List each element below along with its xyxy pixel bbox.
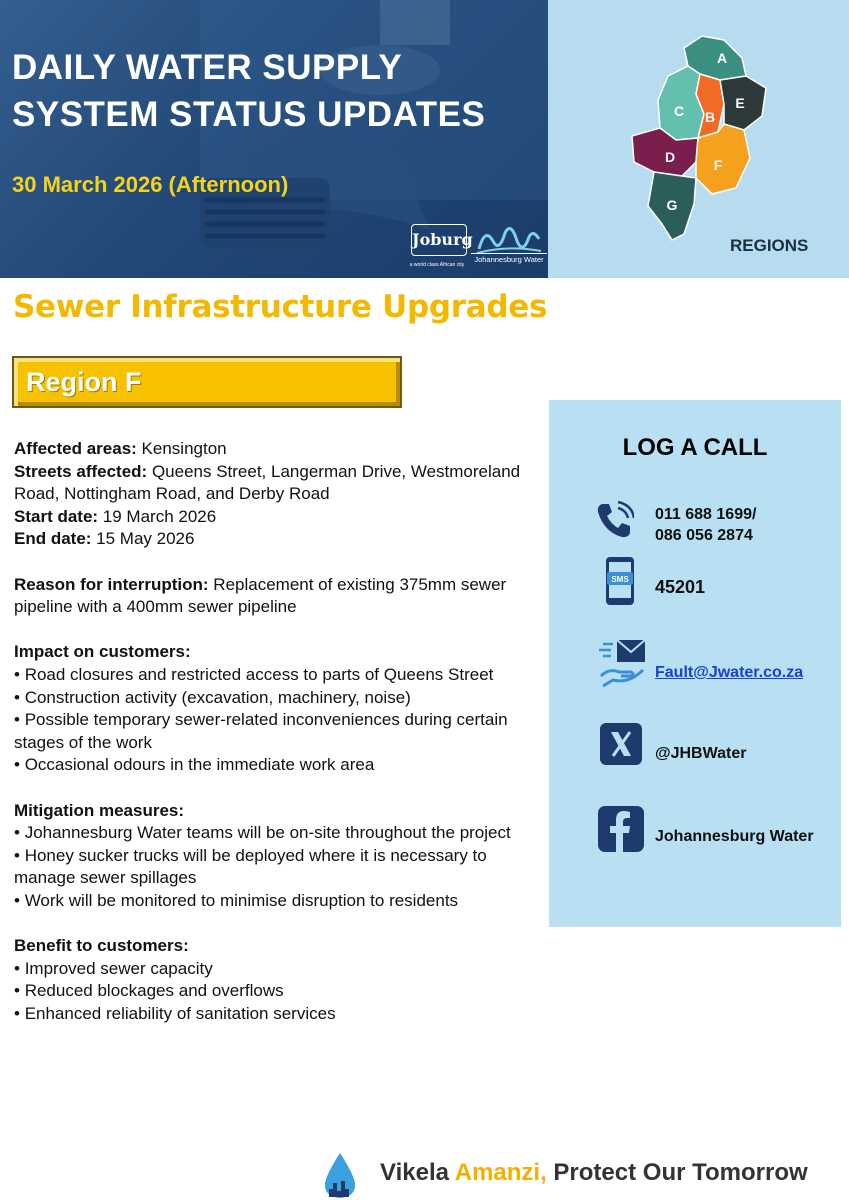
list-item: • Improved sewer capacity (14, 958, 534, 981)
list-item: • Work will be monitored to minimise disruption to residents (14, 890, 534, 913)
list-item: • Occasional odours in the immediate work area (14, 754, 534, 777)
list-item: • Road closures and restricted access to parts of Queens Street (14, 664, 534, 687)
footer-slogan (320, 1150, 845, 1196)
sms-icon (605, 556, 635, 606)
x-handle[interactable]: @JHBWater (655, 745, 747, 762)
mitigation-heading (14, 800, 534, 823)
slogan-part-3: Protect Our Tomorrow (546, 1159, 808, 1186)
impact-list (14, 664, 534, 777)
list-item: • Enhanced reliability of sanitation services (14, 1003, 534, 1026)
streets-value: Queens Street, Langerman Drive, Westmoreland Road, Nottingham Road, and Derby Road (14, 461, 521, 504)
phone-number-2[interactable]: 086 056 2874 (655, 527, 753, 544)
update-date: 30 March 2026 (Afternoon) (12, 172, 289, 197)
map-label-e: E (735, 95, 745, 111)
start-date (14, 506, 534, 529)
log-a-call-title: LOG A CALL (622, 434, 768, 461)
map-label-d: D (664, 149, 676, 165)
page-title (12, 44, 485, 138)
affected-areas (14, 438, 534, 461)
email-address[interactable] (655, 662, 803, 683)
impact-heading (14, 641, 534, 664)
tap-photo-panel (0, 0, 548, 278)
list-item: • Johannesburg Water teams will be on-site throughout the project (14, 822, 534, 845)
map-label-f: F (713, 157, 723, 173)
regions-map-graphic (624, 28, 774, 243)
facebook-icon (598, 806, 644, 852)
water-drop-icon (323, 1153, 357, 1199)
benefit-list (14, 958, 534, 1026)
end-date-label: End date: (14, 529, 92, 549)
region-label: Region F (26, 367, 142, 397)
reason-label: Reason for interruption: (14, 574, 209, 594)
log-a-call-panel (549, 400, 841, 927)
map-label-c: C (673, 103, 685, 119)
map-label-a: A (716, 50, 728, 66)
impact-label: Impact on customers: (14, 642, 191, 662)
johannesburg-water-logo-text: Johannesburg Water (471, 253, 547, 264)
end-date-value: 15 May 2026 (91, 529, 195, 549)
streets-affected (14, 461, 534, 506)
phone-numbers[interactable] (655, 504, 756, 546)
slogan-text (380, 1159, 808, 1187)
list-item: • Construction activity (excavation, machinery, noise) (14, 687, 534, 710)
section-title: Sewer Infrastructure Upgrades (13, 289, 548, 325)
sms-number[interactable]: 45201 (655, 577, 706, 597)
affected-areas-value: Kensington (136, 439, 227, 458)
reason (14, 574, 534, 619)
phone-icon (594, 500, 634, 540)
header-banner (0, 0, 849, 278)
map-label-b: B (704, 109, 716, 125)
title-line-1: DAILY WATER SUPPLY (12, 48, 403, 87)
mitigation-list (14, 822, 534, 912)
end-date (14, 528, 534, 551)
start-date-label: Start date: (14, 506, 99, 526)
email-icon (599, 638, 647, 690)
joburg-logo: Joburg (411, 224, 467, 256)
reason-value: Replacement of existing 375mm sewer pipeline with a 400mm sewer pipeline (14, 574, 507, 617)
streets-label: Streets affected: (14, 461, 148, 481)
benefit-heading (14, 935, 534, 958)
list-item: • Possible temporary sewer-related inconveniences during certain stages of the work (14, 709, 534, 754)
joburg-logo-tagline: a world class African city (409, 262, 465, 268)
benefit-label: Benefit to customers: (14, 936, 189, 956)
x-icon (600, 723, 642, 765)
slogan-part-1: Vikela (380, 1159, 455, 1186)
start-date-value: 19 March 2026 (98, 506, 217, 526)
list-item: • Reduced blockages and overflows (14, 980, 534, 1003)
sms-icon-label: SMS (611, 575, 629, 584)
regions-label: REGIONS (730, 236, 809, 255)
mitigation-label: Mitigation measures: (14, 800, 185, 820)
title-line-2: SYSTEM STATUS UPDATES (12, 95, 486, 134)
slogan-part-2: Amanzi, (454, 1159, 547, 1186)
notice-body (14, 438, 534, 1025)
facebook-page[interactable]: Johannesburg Water (655, 828, 814, 845)
list-item: • Honey sucker trucks will be deployed where it is necessary to manage sewer spillages (14, 845, 534, 890)
affected-areas-label: Affected areas: (14, 439, 137, 458)
region-banner (12, 356, 402, 408)
email-link[interactable]: Fault@Jwater.co.za (655, 664, 804, 681)
map-label-g: G (666, 197, 678, 213)
phone-number-1[interactable]: 011 688 1699/ (655, 506, 757, 523)
